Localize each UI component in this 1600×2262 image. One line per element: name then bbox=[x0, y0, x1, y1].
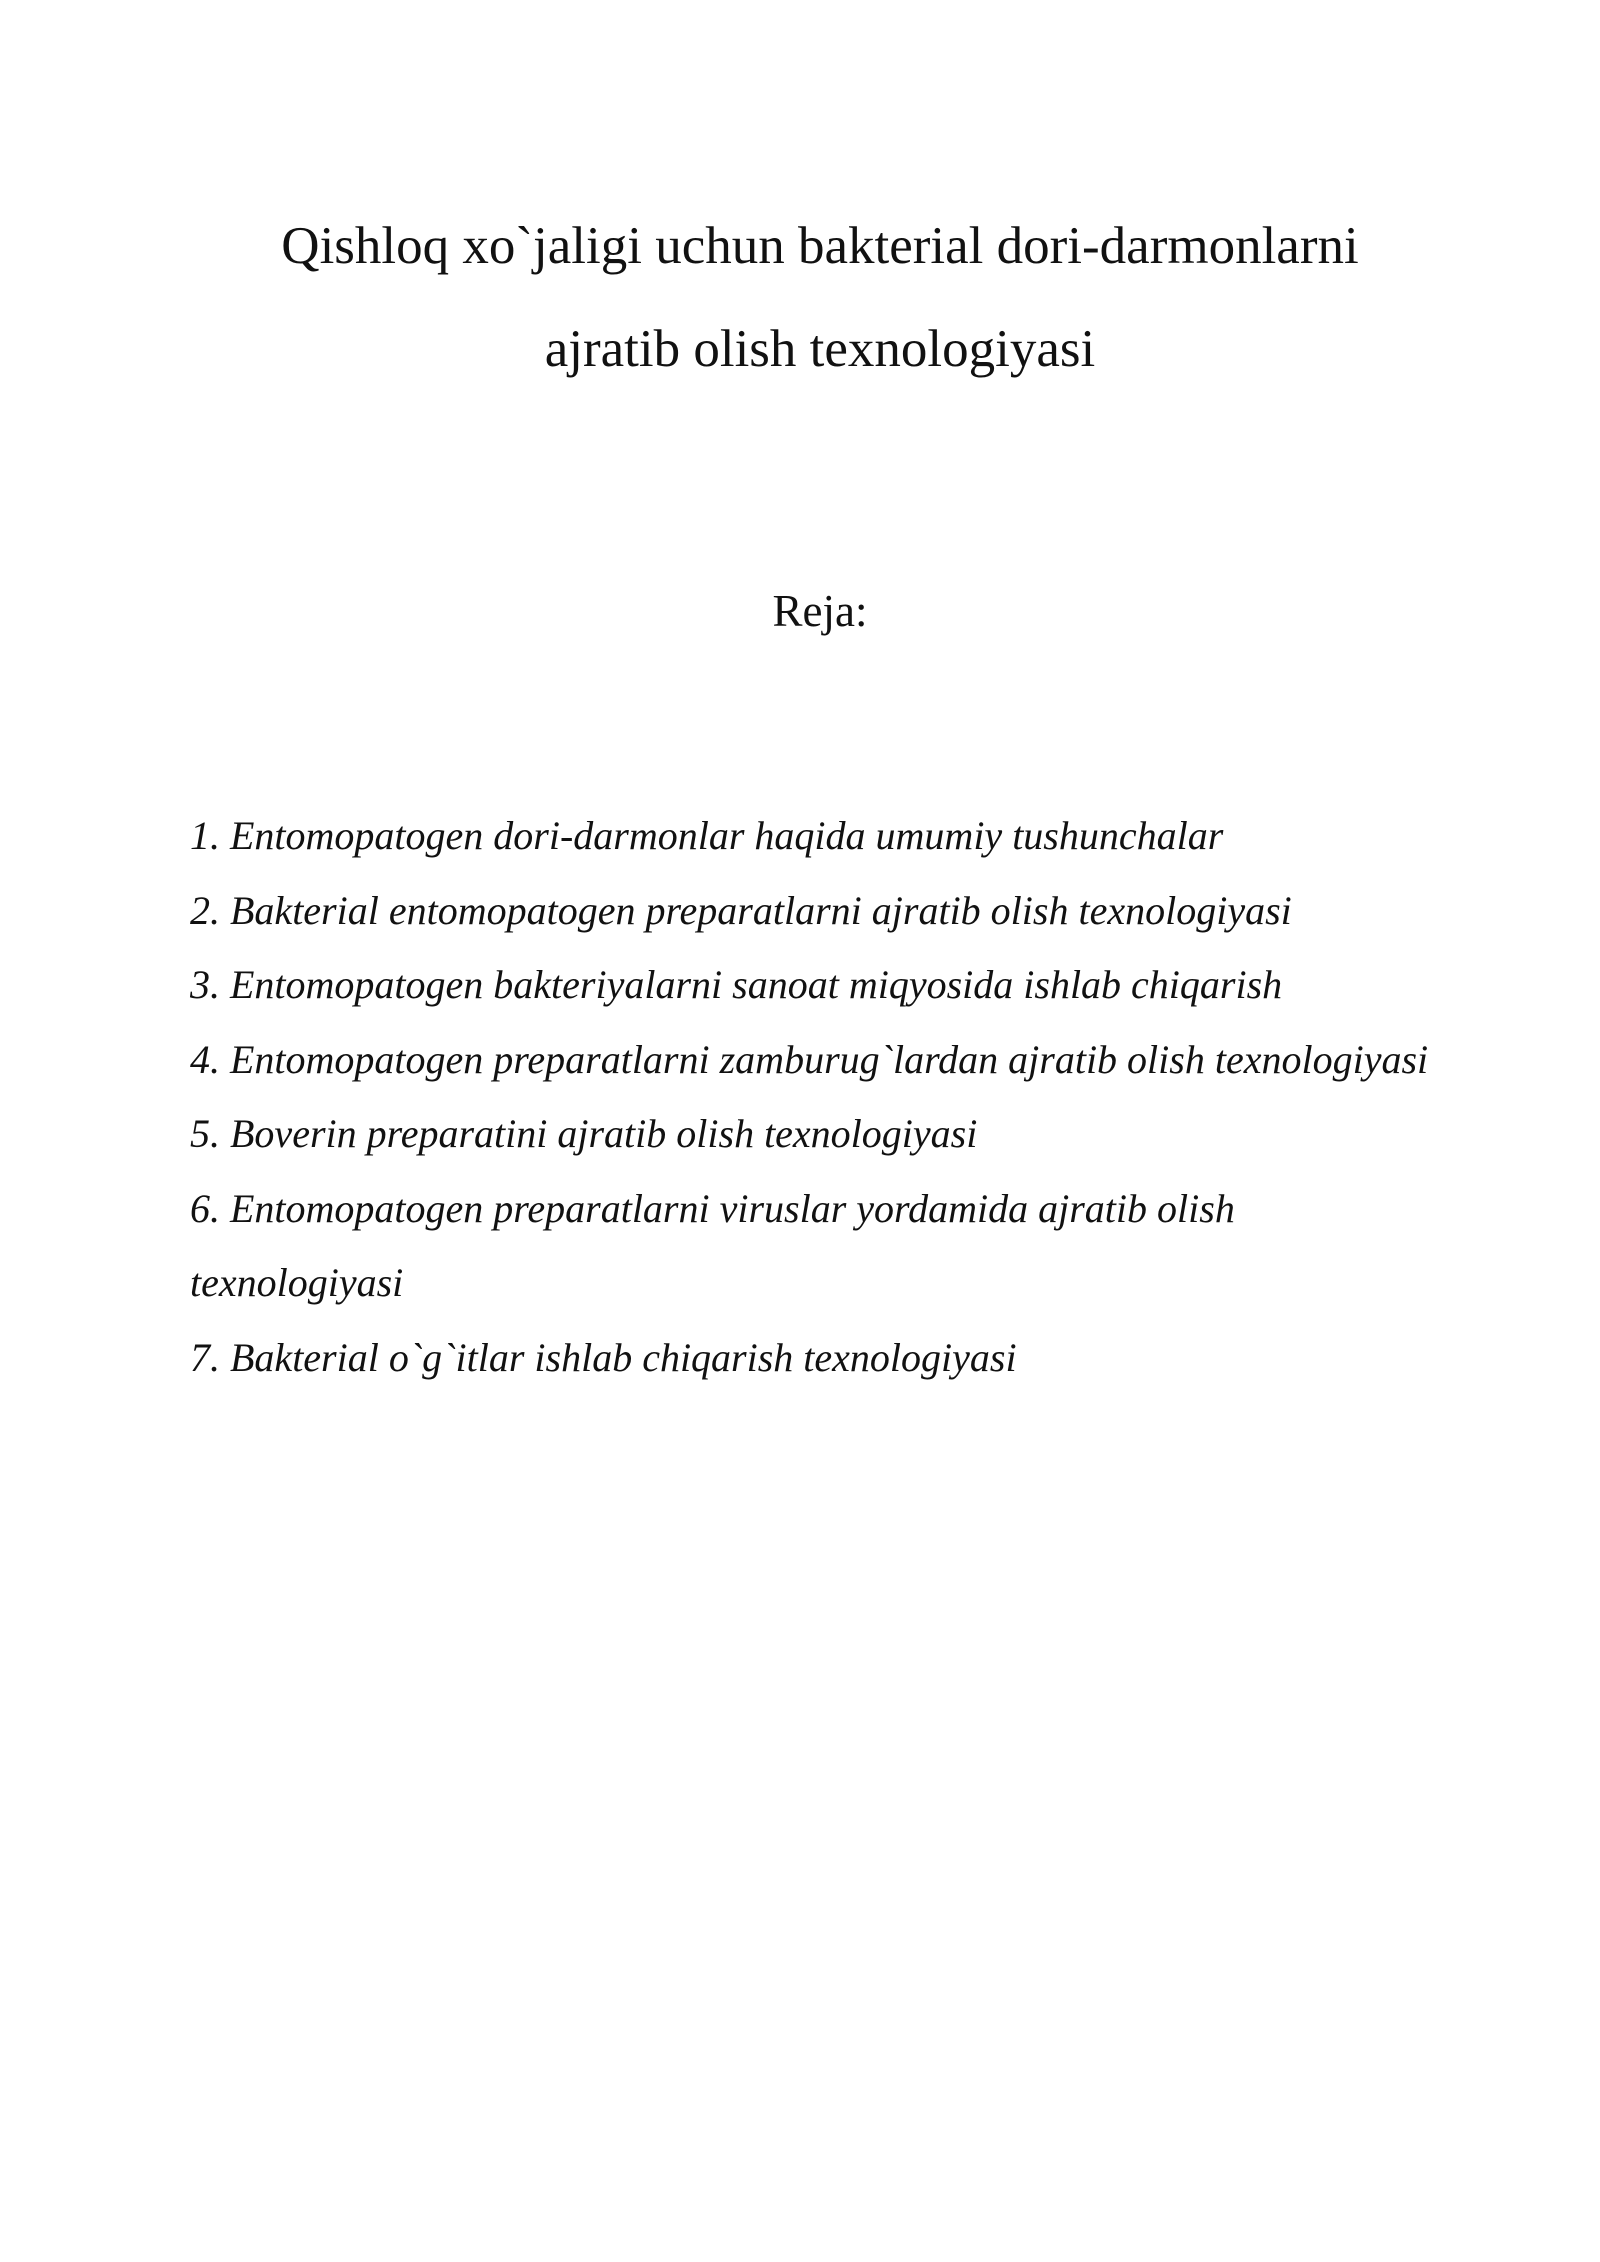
plan-item-7: 7. Bakterial o`g`itlar ishlab chiqarish texnologiyasi bbox=[190, 1334, 1017, 1380]
plan-item-1: 1. Entomopatogen dori-darmonlar haqida umumiy tushunchalar bbox=[190, 813, 1224, 858]
document-title-line-2: ajratib olish texnologiyasi bbox=[544, 320, 1096, 378]
plan-item-5: 5. Boverin preparatini ajratib olish texnologiyasi bbox=[190, 1111, 978, 1156]
plan-item-4: 4. Entomopatogen preparatlarni zamburug`lardan ajratib olish texnologiyasi bbox=[190, 1036, 1429, 1082]
plan-item-2: 2. Bakterial entomopatogen preparatlarni ajratib olish texnologiyasi bbox=[190, 887, 1292, 933]
plan-heading: Reja: bbox=[772, 586, 868, 636]
document-title-line-1: Qishloq xo`jaligi uchun bakterial dori-darmonlarni bbox=[281, 217, 1359, 275]
plan-list bbox=[190, 799, 1440, 1395]
plan-item-3: 3. Entomopatogen bakteriyalarni sanoat miqyosida ishlab chiqarish bbox=[190, 962, 1283, 1007]
document-title bbox=[150, 195, 1490, 401]
plan-item-6: 6. Entomopatogen preparatlarni viruslar yordamida ajratib olish texnologiyasi bbox=[190, 1185, 1235, 1305]
